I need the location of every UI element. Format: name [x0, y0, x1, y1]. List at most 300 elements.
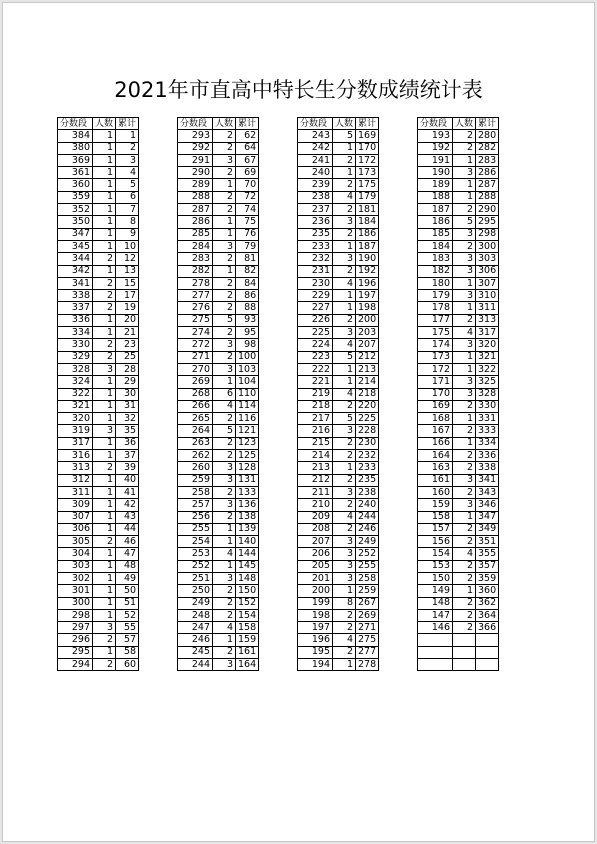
- table-row: [178, 351, 259, 363]
- score-cell: 305: [58, 536, 93, 548]
- cumulative-cell: 207: [356, 339, 379, 351]
- cumulative-cell: 7: [116, 204, 139, 216]
- score-cell: 185: [418, 228, 453, 240]
- table-row: [418, 327, 499, 339]
- cumulative-cell: 275: [356, 634, 379, 646]
- table-row: [298, 388, 379, 400]
- table-row: [178, 523, 259, 535]
- count-cell: 1: [93, 204, 116, 216]
- count-cell: [453, 646, 476, 658]
- table-row: [58, 646, 139, 658]
- cumulative-cell: 278: [356, 659, 379, 671]
- cumulative-cell: 40: [116, 474, 139, 486]
- table-row: [178, 142, 259, 154]
- cumulative-cell: 200: [356, 314, 379, 326]
- count-cell: 1: [213, 376, 236, 388]
- score-cell: 320: [58, 413, 93, 425]
- table-row: [298, 536, 379, 548]
- count-cell: 2: [333, 523, 356, 535]
- table-row: [178, 363, 259, 375]
- cumulative-cell: 17: [116, 290, 139, 302]
- count-cell: 3: [333, 425, 356, 437]
- score-cell: 246: [178, 634, 213, 646]
- count-cell: 1: [333, 290, 356, 302]
- score-table-3: [297, 117, 379, 671]
- table-row: [58, 585, 139, 597]
- cumulative-cell: 290: [476, 204, 499, 216]
- cumulative-cell: 203: [356, 327, 379, 339]
- count-cell: 2: [93, 277, 116, 289]
- cumulative-cell: 154: [236, 609, 259, 621]
- table-row: [298, 523, 379, 535]
- score-cell: 218: [298, 400, 333, 412]
- table-row: [298, 191, 379, 203]
- table-row: [418, 425, 499, 437]
- table-header-row: [298, 118, 379, 130]
- table-row: [178, 486, 259, 498]
- count-cell: 4: [333, 511, 356, 523]
- count-cell: 1: [93, 240, 116, 252]
- cumulative-cell: 355: [476, 548, 499, 560]
- score-cell: 180: [418, 277, 453, 289]
- table-row: [418, 499, 499, 511]
- count-cell: 1: [93, 486, 116, 498]
- table-row: [58, 536, 139, 548]
- cumulative-cell: 259: [356, 585, 379, 597]
- cumulative-cell: 140: [236, 536, 259, 548]
- cumulative-cell: 306: [476, 265, 499, 277]
- table-row: [418, 339, 499, 351]
- count-cell: 4: [333, 191, 356, 203]
- count-cell: 3: [453, 499, 476, 511]
- cumulative-cell: 123: [236, 437, 259, 449]
- count-cell: 2: [213, 277, 236, 289]
- count-cell: 1: [93, 511, 116, 523]
- cumulative-cell: 320: [476, 339, 499, 351]
- table-row: [178, 585, 259, 597]
- score-cell: 157: [418, 523, 453, 535]
- count-cell: 4: [213, 622, 236, 634]
- table-row: [298, 560, 379, 572]
- table-row: [178, 536, 259, 548]
- cumulative-cell: 52: [116, 609, 139, 621]
- cumulative-cell: 212: [356, 351, 379, 363]
- count-cell: 2: [453, 240, 476, 252]
- count-cell: 1: [453, 437, 476, 449]
- table-row: [298, 450, 379, 462]
- count-cell: 2: [333, 437, 356, 449]
- header-score-range: 分数段: [298, 118, 333, 130]
- count-cell: 3: [213, 474, 236, 486]
- count-cell: 2: [93, 634, 116, 646]
- table-row: [298, 302, 379, 314]
- table-row: [178, 167, 259, 179]
- score-cell: 259: [178, 474, 213, 486]
- table-row: [58, 609, 139, 621]
- score-cell: 271: [178, 351, 213, 363]
- table-row: [58, 228, 139, 240]
- count-cell: 2: [213, 302, 236, 314]
- score-cell: 269: [178, 376, 213, 388]
- count-cell: 2: [213, 585, 236, 597]
- cumulative-cell: 331: [476, 413, 499, 425]
- score-cell: 233: [298, 240, 333, 252]
- cumulative-cell: 131: [236, 474, 259, 486]
- score-cell: 254: [178, 536, 213, 548]
- cumulative-cell: 20: [116, 314, 139, 326]
- cumulative-cell: 341: [476, 474, 499, 486]
- score-cell: 225: [298, 327, 333, 339]
- score-cell: 275: [178, 314, 213, 326]
- count-cell: [453, 634, 476, 646]
- cumulative-cell: 150: [236, 585, 259, 597]
- table-row: [418, 253, 499, 265]
- score-cell: 147: [418, 609, 453, 621]
- score-cell: 248: [178, 609, 213, 621]
- table-row: [418, 474, 499, 486]
- table-row: [418, 437, 499, 449]
- score-cell: 317: [58, 437, 93, 449]
- score-cell: 290: [178, 167, 213, 179]
- count-cell: 2: [213, 511, 236, 523]
- table-row: [58, 474, 139, 486]
- table-row: [418, 597, 499, 609]
- score-cell: 240: [298, 167, 333, 179]
- cumulative-cell: 32: [116, 413, 139, 425]
- count-cell: 2: [93, 462, 116, 474]
- table-row: [298, 413, 379, 425]
- score-cell: 197: [298, 622, 333, 634]
- table-row: [298, 265, 379, 277]
- table-row: [418, 646, 499, 658]
- count-cell: 3: [213, 659, 236, 671]
- count-cell: 1: [93, 179, 116, 191]
- table-row: [178, 437, 259, 449]
- cumulative-cell: 346: [476, 499, 499, 511]
- count-cell: 1: [93, 523, 116, 535]
- cumulative-cell: 282: [476, 142, 499, 154]
- score-cell: 292: [178, 142, 213, 154]
- table-row: [178, 646, 259, 658]
- cumulative-cell: 238: [356, 486, 379, 498]
- cumulative-cell: 70: [236, 179, 259, 191]
- count-cell: 3: [333, 486, 356, 498]
- count-cell: 2: [213, 437, 236, 449]
- score-cell: 253: [178, 548, 213, 560]
- table-row: [58, 130, 139, 142]
- cumulative-cell: 159: [236, 634, 259, 646]
- score-cell: 336: [58, 314, 93, 326]
- count-cell: 2: [453, 450, 476, 462]
- count-cell: 2: [213, 191, 236, 203]
- table-row: [178, 253, 259, 265]
- cumulative-cell: 64: [236, 142, 259, 154]
- cumulative-cell: 357: [476, 560, 499, 572]
- count-cell: 3: [333, 548, 356, 560]
- count-cell: 4: [213, 548, 236, 560]
- score-cell: 223: [298, 351, 333, 363]
- score-cell: 337: [58, 302, 93, 314]
- cumulative-cell: 228: [356, 425, 379, 437]
- count-cell: 1: [333, 376, 356, 388]
- score-cell: 342: [58, 265, 93, 277]
- cumulative-cell: 220: [356, 400, 379, 412]
- table-row: [298, 253, 379, 265]
- cumulative-cell: 5: [116, 179, 139, 191]
- score-cell: 322: [58, 388, 93, 400]
- table-row: [298, 659, 379, 671]
- cumulative-cell: 362: [476, 597, 499, 609]
- cumulative-cell: 138: [236, 511, 259, 523]
- table-row: [178, 499, 259, 511]
- count-cell: 1: [453, 511, 476, 523]
- count-cell: 3: [333, 253, 356, 265]
- score-cell: 174: [418, 339, 453, 351]
- table-row: [418, 572, 499, 584]
- cumulative-cell: 69: [236, 167, 259, 179]
- count-cell: 2: [213, 130, 236, 142]
- cumulative-cell: 230: [356, 437, 379, 449]
- table-row: [298, 609, 379, 621]
- count-cell: 2: [453, 204, 476, 216]
- count-cell: 1: [93, 597, 116, 609]
- cumulative-cell: 303: [476, 253, 499, 265]
- table-row: [58, 216, 139, 228]
- cumulative-cell: 145: [236, 560, 259, 572]
- score-cell: 264: [178, 425, 213, 437]
- table-row: [178, 277, 259, 289]
- cumulative-cell: 280: [476, 130, 499, 142]
- count-cell: 3: [213, 240, 236, 252]
- table-row: [298, 474, 379, 486]
- score-cell: 224: [298, 339, 333, 351]
- cumulative-cell: 35: [116, 425, 139, 437]
- score-cell: 291: [178, 154, 213, 166]
- table-row: [178, 548, 259, 560]
- score-cell: 146: [418, 622, 453, 634]
- cumulative-cell: 50: [116, 585, 139, 597]
- cumulative-cell: 213: [356, 363, 379, 375]
- count-cell: 1: [93, 413, 116, 425]
- cumulative-cell: 84: [236, 277, 259, 289]
- table-row: [58, 634, 139, 646]
- score-cell: 172: [418, 363, 453, 375]
- count-cell: 1: [93, 400, 116, 412]
- table-row: [418, 265, 499, 277]
- count-cell: 1: [93, 191, 116, 203]
- count-cell: 4: [333, 634, 356, 646]
- count-cell: 3: [213, 339, 236, 351]
- table-row: [58, 486, 139, 498]
- table-row: [58, 499, 139, 511]
- cumulative-cell: 161: [236, 646, 259, 658]
- table-row: [298, 351, 379, 363]
- cumulative-cell: 347: [476, 511, 499, 523]
- table-row: [418, 216, 499, 228]
- count-cell: 2: [93, 536, 116, 548]
- score-cell: 167: [418, 425, 453, 437]
- cumulative-cell: [476, 646, 499, 658]
- cumulative-cell: [476, 659, 499, 671]
- cumulative-cell: 13: [116, 265, 139, 277]
- score-cell: [418, 659, 453, 671]
- count-cell: 1: [93, 327, 116, 339]
- score-cell: 276: [178, 302, 213, 314]
- count-cell: 2: [333, 228, 356, 240]
- count-cell: 3: [453, 167, 476, 179]
- score-cell: 345: [58, 240, 93, 252]
- score-cell: 334: [58, 327, 93, 339]
- cumulative-cell: 110: [236, 388, 259, 400]
- table-row: [418, 450, 499, 462]
- cumulative-cell: 246: [356, 523, 379, 535]
- score-cell: 352: [58, 204, 93, 216]
- cumulative-cell: 359: [476, 572, 499, 584]
- score-cell: 293: [178, 130, 213, 142]
- cumulative-cell: 62: [236, 130, 259, 142]
- table-row: [298, 339, 379, 351]
- count-cell: 1: [93, 474, 116, 486]
- count-cell: 2: [213, 204, 236, 216]
- count-cell: 2: [333, 450, 356, 462]
- count-cell: 2: [453, 536, 476, 548]
- score-cell: 148: [418, 597, 453, 609]
- score-cell: 158: [418, 511, 453, 523]
- cumulative-cell: 136: [236, 499, 259, 511]
- cumulative-cell: 76: [236, 228, 259, 240]
- count-cell: 3: [453, 388, 476, 400]
- count-cell: 5: [333, 413, 356, 425]
- table-row: [58, 425, 139, 437]
- table-row: [418, 486, 499, 498]
- table-row: [58, 376, 139, 388]
- count-cell: 2: [93, 253, 116, 265]
- header-count: 人数: [453, 118, 476, 130]
- cumulative-cell: 128: [236, 462, 259, 474]
- count-cell: 3: [453, 253, 476, 265]
- cumulative-cell: 338: [476, 462, 499, 474]
- score-cell: 283: [178, 253, 213, 265]
- score-cell: 289: [178, 179, 213, 191]
- score-cell: 274: [178, 327, 213, 339]
- score-cell: 198: [298, 609, 333, 621]
- count-cell: 3: [333, 560, 356, 572]
- score-cell: 296: [58, 634, 93, 646]
- cumulative-cell: 67: [236, 154, 259, 166]
- cumulative-cell: 271: [356, 622, 379, 634]
- header-count: 人数: [333, 118, 356, 130]
- cumulative-cell: 286: [476, 167, 499, 179]
- cumulative-cell: 283: [476, 154, 499, 166]
- cumulative-cell: 186: [356, 228, 379, 240]
- cumulative-cell: 184: [356, 216, 379, 228]
- cumulative-cell: 148: [236, 572, 259, 584]
- count-cell: 2: [213, 597, 236, 609]
- score-cell: 307: [58, 511, 93, 523]
- count-cell: 4: [213, 400, 236, 412]
- score-cell: 187: [418, 204, 453, 216]
- table-row: [58, 339, 139, 351]
- count-cell: 2: [93, 339, 116, 351]
- score-cell: 359: [58, 191, 93, 203]
- table-row: [58, 413, 139, 425]
- table-header-row: [58, 118, 139, 130]
- score-cell: 282: [178, 265, 213, 277]
- cumulative-cell: 8: [116, 216, 139, 228]
- cumulative-cell: 19: [116, 302, 139, 314]
- cumulative-cell: 349: [476, 523, 499, 535]
- score-cell: 321: [58, 400, 93, 412]
- cumulative-cell: 336: [476, 450, 499, 462]
- table-row: [418, 376, 499, 388]
- score-cell: 301: [58, 585, 93, 597]
- cumulative-cell: 298: [476, 228, 499, 240]
- cumulative-cell: 269: [356, 609, 379, 621]
- table-row: [178, 314, 259, 326]
- count-cell: 3: [93, 622, 116, 634]
- score-cell: 319: [58, 425, 93, 437]
- cumulative-cell: 81: [236, 253, 259, 265]
- count-cell: 1: [213, 634, 236, 646]
- cumulative-cell: 31: [116, 400, 139, 412]
- count-cell: 2: [213, 609, 236, 621]
- score-table-4: [417, 117, 499, 671]
- cumulative-cell: 48: [116, 560, 139, 572]
- cumulative-cell: 10: [116, 240, 139, 252]
- cumulative-cell: 79: [236, 240, 259, 252]
- score-cell: 209: [298, 511, 333, 523]
- score-cell: 196: [298, 634, 333, 646]
- count-cell: 5: [333, 130, 356, 142]
- count-cell: 2: [213, 290, 236, 302]
- table-row: [178, 572, 259, 584]
- cumulative-cell: 255: [356, 560, 379, 572]
- table-row: [298, 425, 379, 437]
- table-row: [178, 597, 259, 609]
- table-row: [178, 228, 259, 240]
- score-cell: 350: [58, 216, 93, 228]
- table-row: [58, 548, 139, 560]
- cumulative-cell: 88: [236, 302, 259, 314]
- score-cell: 193: [418, 130, 453, 142]
- count-cell: 3: [213, 499, 236, 511]
- score-cell: 360: [58, 179, 93, 191]
- table-row: [298, 314, 379, 326]
- table-row: [178, 179, 259, 191]
- score-cell: 201: [298, 572, 333, 584]
- count-cell: 2: [333, 646, 356, 658]
- score-cell: 278: [178, 277, 213, 289]
- score-cell: 266: [178, 400, 213, 412]
- table-row: [418, 179, 499, 191]
- score-cell: 214: [298, 450, 333, 462]
- cumulative-cell: 98: [236, 339, 259, 351]
- score-cell: 195: [298, 646, 333, 658]
- count-cell: 3: [333, 536, 356, 548]
- table-row: [178, 659, 259, 671]
- score-cell: 206: [298, 548, 333, 560]
- document-page: [2, 2, 595, 842]
- score-cell: 186: [418, 216, 453, 228]
- table-row: [178, 191, 259, 203]
- score-cell: 166: [418, 437, 453, 449]
- table-row: [58, 523, 139, 535]
- count-cell: 3: [93, 363, 116, 375]
- score-cell: 149: [418, 585, 453, 597]
- score-cell: 286: [178, 216, 213, 228]
- count-cell: 1: [93, 314, 116, 326]
- count-cell: 2: [213, 142, 236, 154]
